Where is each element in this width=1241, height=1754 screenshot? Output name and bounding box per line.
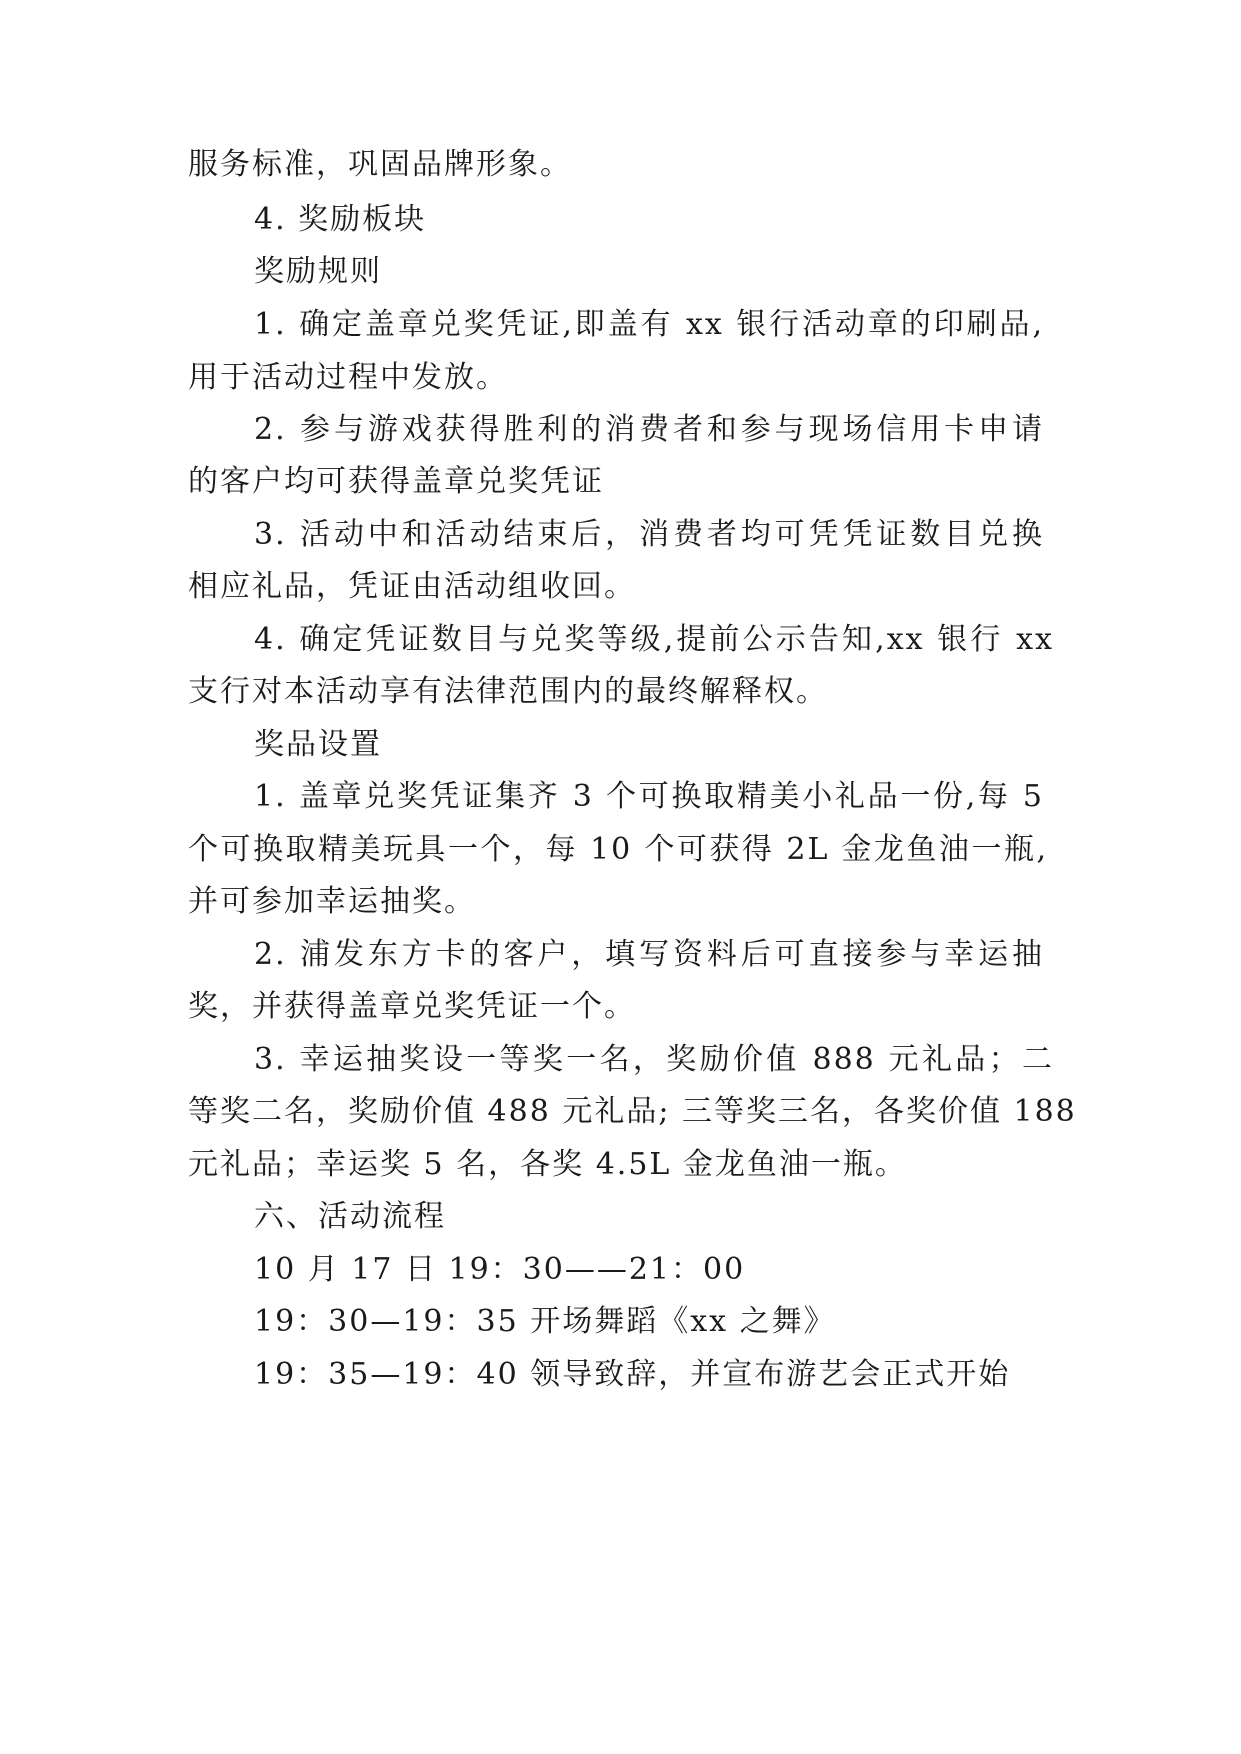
rule-item-4: 4. 确定凭证数目与兑奖等级,提前公示告知,xx 银行 xx — [254, 622, 1054, 657]
paragraph-line: 服务标准，巩固品牌形象。 — [188, 147, 572, 182]
rule-item-2: 2. 参与游戏获得胜利的消费者和参与现场信用卡申请 — [254, 412, 1044, 447]
paragraph-line: 等奖二名，奖励价值 488 元礼品; 三等奖三名，各奖价值 188 — [188, 1094, 1077, 1129]
paragraph-line: 个可换取精美玩具一个，每 10 个可获得 2L 金龙鱼油一瓶, — [188, 832, 1048, 867]
section-heading: 4. 奖励板块 — [254, 202, 427, 237]
rule-item-3: 3. 活动中和活动结束后，消费者均可凭凭证数目兑换 — [254, 517, 1044, 552]
paragraph-line: 相应礼品，凭证由活动组收回。 — [188, 569, 636, 604]
rule-item-1: 1. 确定盖章兑奖凭证,即盖有 xx 银行活动章的印刷品, — [254, 307, 1044, 342]
section-heading: 六、活动流程 — [254, 1199, 446, 1234]
subsection-heading: 奖品设置 — [254, 727, 382, 762]
paragraph-line: 并可参加幸运抽奖。 — [188, 884, 476, 919]
schedule-item: 19：35—19：40 领导致辞，并宣布游艺会正式开始 — [254, 1357, 1011, 1392]
schedule-date: 10 月 17 日 19：30——21：00 — [254, 1252, 746, 1287]
paragraph-line: 用于活动过程中发放。 — [188, 360, 508, 395]
prize-item-2: 2. 浦发东方卡的客户，填写资料后可直接参与幸运抽 — [254, 937, 1044, 972]
paragraph-line: 支行对本活动享有法律范围内的最终解释权。 — [188, 674, 828, 709]
paragraph-line: 元礼品；幸运奖 5 名，各奖 4.5L 金龙鱼油一瓶。 — [188, 1147, 907, 1182]
paragraph-line: 的客户均可获得盖章兑奖凭证 — [188, 464, 604, 499]
subsection-heading: 奖励规则 — [254, 254, 382, 289]
schedule-item: 19：30—19：35 开场舞蹈《xx 之舞》 — [254, 1304, 836, 1339]
prize-item-1: 1. 盖章兑奖凭证集齐 3 个可换取精美小礼品一份,每 5 — [254, 779, 1044, 814]
paragraph-line: 奖，并获得盖章兑奖凭证一个。 — [188, 989, 636, 1024]
prize-item-3: 3. 幸运抽奖设一等奖一名，奖励价值 888 元礼品；二 — [254, 1042, 1054, 1077]
